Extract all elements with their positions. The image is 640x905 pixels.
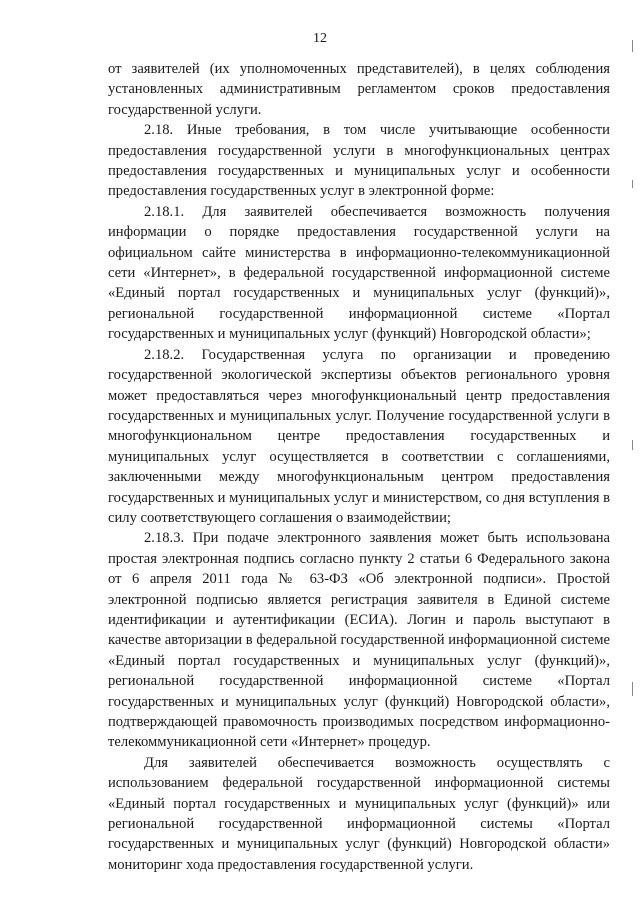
- paragraph-2-18-2: 2.18.2. Государственная услуга по организации и проведению государственной экологической экспертизы объектов регионального уровня может предоставляться через многофункциональный центр предоставления государственных и муниципальных услуг. Получение государственной услуги в многофункциональном центре предоставления государственных и муниципальных услуг осуществляется в соответствии с соглашениями, заключенными между многофункциональным центром предоставления государственных и муниципальных услуг и министерством, со дня вступления в силу соответствующего соглашения о взаимодействии;: [108, 346, 610, 526]
- scan-edge-mark: [632, 180, 633, 188]
- scan-edge-mark: [632, 440, 633, 450]
- paragraph-2-18: 2.18. Иные требования, в том числе учитывающие особенности предоставления государственной услуги в многофункциональных центрах предоставления государственных и муниципальных услуг и особенности предоставления государственных услуг в электронной форме:: [108, 122, 610, 200]
- page-number: 12: [313, 31, 327, 46]
- paragraph-2-18-3: 2.18.3. При подаче электронного заявления может быть использована простая электронная подпись согласно пункту 2 статьи 6 Федерального закона от 6 апреля 2011 года № 63-ФЗ «Об электронной подписи». Простой электронной подписью является регистрация заявителя в Единой системе идентификации и аутентификации (ЕСИА). Логин и пароль выступают в качестве авторизации в федеральной государственной информационной системе «Единый портал государственных и муниципальных услуг (функций)», региональной государственной информационной системе «Портал государственных и муниципальных услуг (функций) Новгородской области», подтверждающей правомочность производимых посредством информационно-телекоммуникационной сети «Интернет» процедур.: [108, 530, 610, 751]
- paragraph-monitoring: Для заявителей обеспечивается возможность осуществлять с использованием федеральной государственной информационной системы «Единый портал государственных и муниципальных услуг (функций)» или региональной государственной информационной системы «Портал государственных и муниципальных услуг (функций) Новгородской области» мониторинг хода предоставления государственной услуги.: [108, 754, 610, 873]
- paragraph-continuation: от заявителей (их уполномоченных представителей), в целях соблюдения установленных административным регламентом сроков предоставления государственной услуги.: [108, 61, 610, 118]
- scan-edge-mark: [632, 682, 633, 696]
- paragraph-2-18-1: 2.18.1. Для заявителей обеспечивается возможность получения информации о порядке предоставления государственной услуги на официальном сайте министерства в информационно-телекоммуникационной сети «Интернет», в федеральной государственной информационной системе «Единый портал государственных и муниципальных услуг (функций)», региональной государственной информационной системе «Портал государственных и муниципальных услуг (функций) Новгородской области»;: [108, 203, 610, 343]
- document-body: [108, 59, 610, 875]
- scan-edge-mark: [632, 40, 633, 52]
